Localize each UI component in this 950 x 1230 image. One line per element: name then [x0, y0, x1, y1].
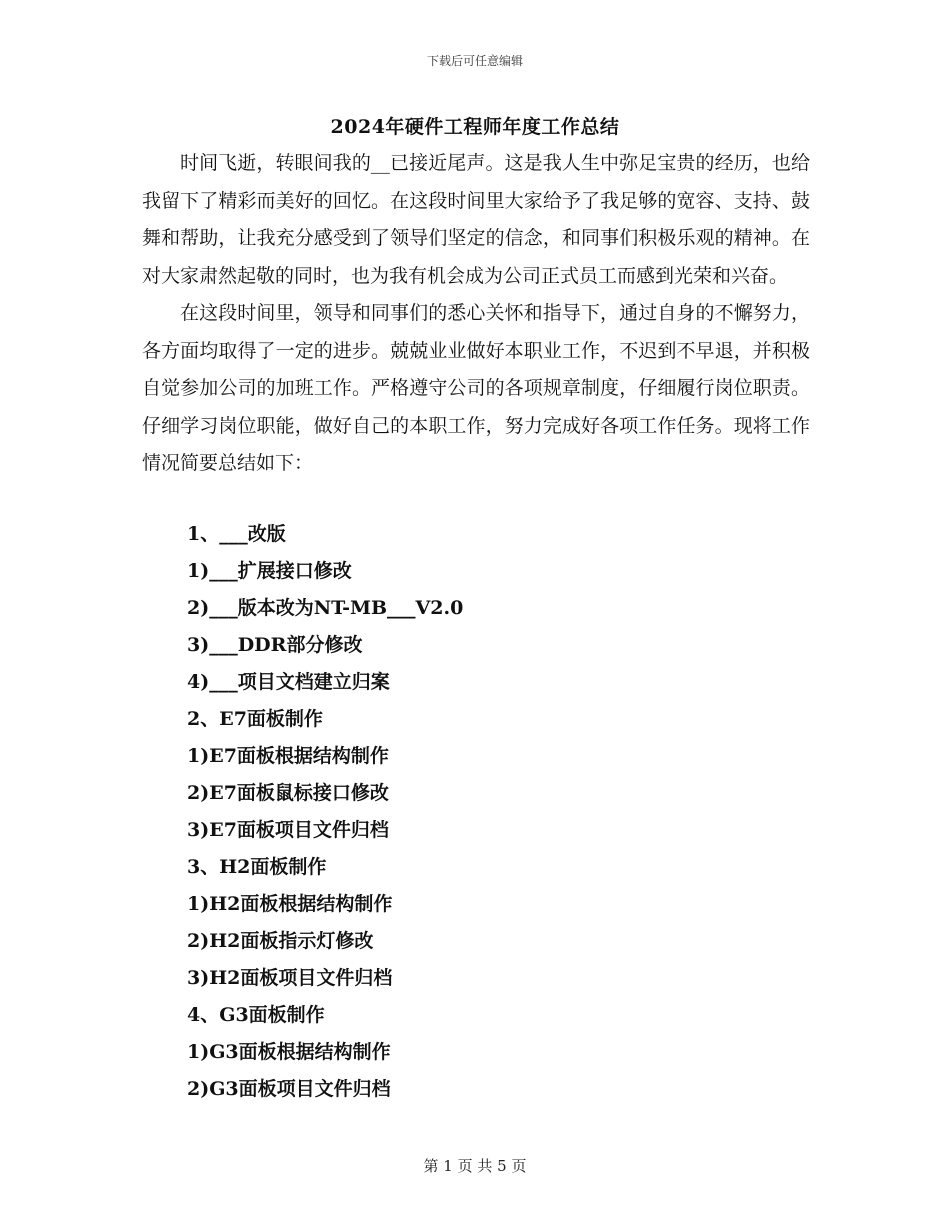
list-item: 1)H2面板根据结构制作 — [187, 893, 393, 915]
list-item: 1)E7面板根据结构制作 — [187, 745, 389, 767]
paragraph-intro: 时间飞逝，转眼间我的__已接近尾声。这是我人生中弥足宝贵的经历，也给我留下了精彩而美好的回忆。在这段时间里大家给予了我足够的宽容、支持、鼓舞和帮助，让我充分感受到了领导们坚定的信念，和同事们积极乐观的精神。在对大家肃然起敬的同时，也为我有机会成为公司正式员工而感到光荣和兴奋。 — [142, 152, 810, 287]
list-item: 2)E7面板鼠标接口修改 — [187, 782, 389, 804]
document-body — [142, 145, 810, 483]
list-item: 2)H2面板指示灯修改 — [187, 930, 374, 952]
paragraph-summary: 在这段时间里，领导和同事们的悉心关怀和指导下，通过自身的不懈努力，各方面均取得了一定的进步。兢兢业业做好本职业工作，不迟到不早退，并积极自觉参加公司的加班工作。严格遵守公司的各项规章制度，仔细履行岗位职责。仔细学习岗位职能，做好自己的本职工作，努力完成好各项工作任务。现将工作情况简要总结如下： — [142, 302, 810, 474]
list-item: 2、E7面板制作 — [187, 708, 323, 730]
list-item: 4、G3面板制作 — [187, 1004, 325, 1026]
document-title: 2024年硬件工程师年度工作总结 — [330, 116, 620, 138]
list-item: 3)E7面板项目文件归档 — [187, 819, 389, 841]
list-item: 3、H2面板制作 — [187, 856, 327, 878]
list-item: 1、___改版 — [187, 523, 286, 545]
list-item: 4)___项目文档建立归案 — [187, 671, 390, 693]
list-item: 1)G3面板根据结构制作 — [187, 1041, 391, 1063]
page-number: 第 1 页 共 5 页 — [423, 1157, 527, 1175]
header-note: 下载后可任意编辑 — [426, 54, 523, 68]
list-item: 2)___版本改为NT-MB___V2.0 — [187, 597, 464, 619]
list-item: 3)H2面板项目文件归档 — [187, 967, 393, 989]
list-item: 1)___扩展接口修改 — [187, 560, 352, 582]
work-item-list — [187, 516, 787, 1108]
list-item: 3)___DDR部分修改 — [187, 634, 363, 656]
list-item: 2)G3面板项目文件归档 — [187, 1078, 391, 1100]
